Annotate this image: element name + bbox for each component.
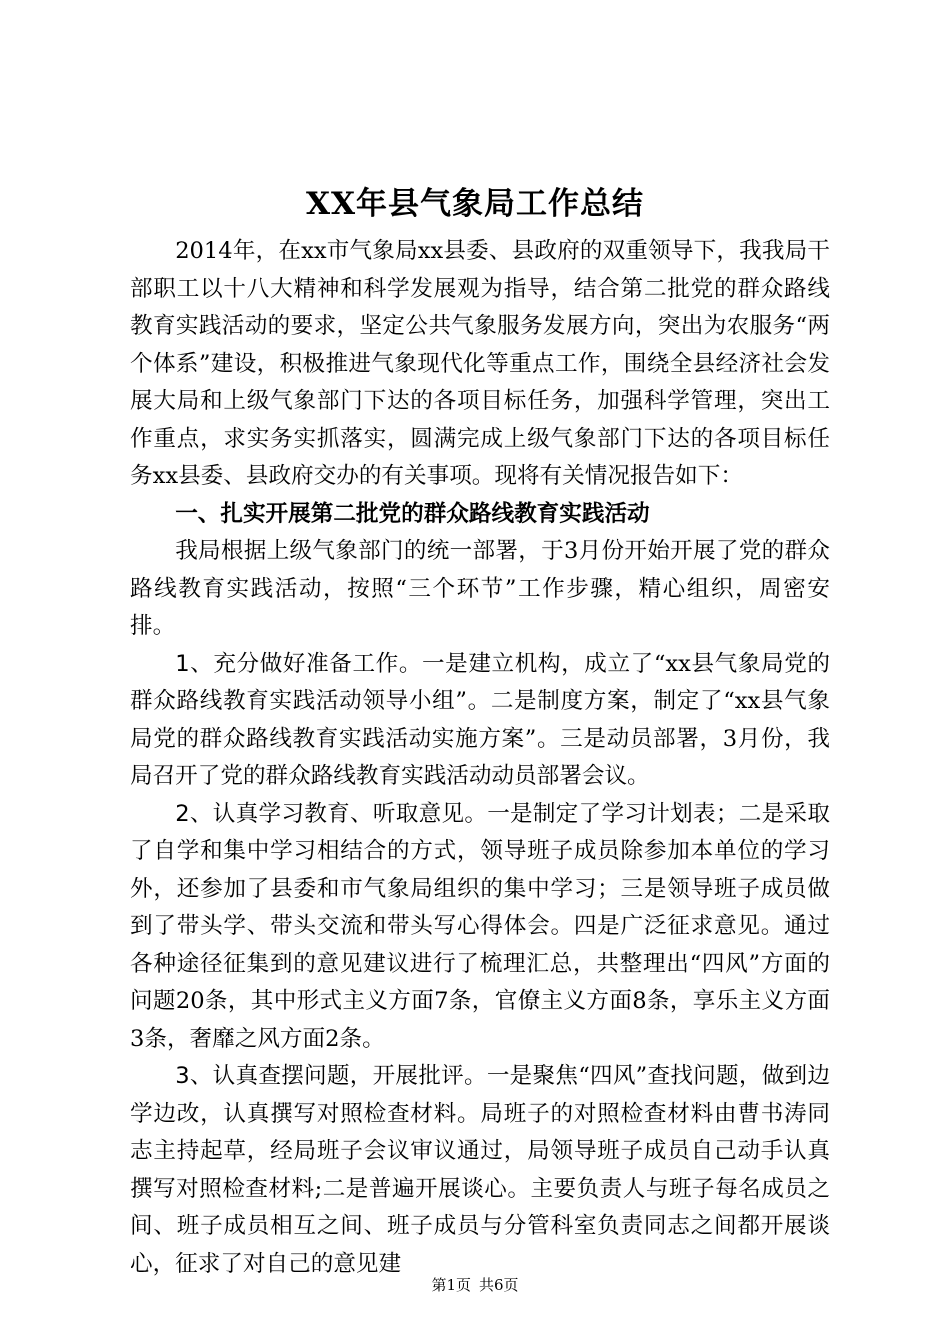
item-body-1: 一是建立机构，成立了“xx县气象局党的群众路线教育实践活动领导小组”。二是制度方案，制定了“xx县气象局党的群众路线教育实践活动实施方案”。三是动员部署，3月份，我局召开了党的群众路线教育实践活动动员部署会议。 <box>130 650 830 789</box>
item-body-2: 一是制定了学习计划表；二是采取了自学和集中学习相结合的方式，领导班子成员除参加本单位的学习外，还参加了县委和市气象局组织的集中学习；三是领导班子成员做到了带头学、带头交流和带头写心得体会。四是广泛征求意见。通过各种途径征集到的意见建议进行了梳理汇总，共整理出“四风”方面的问题20条，其中形式主义方面7条，官僚主义方面8条，享乐主义方面3条，奢靡之风方面2条。 <box>130 800 830 1052</box>
page-total: 共6页 <box>479 1276 519 1294</box>
document-body <box>130 233 830 1283</box>
item-paragraph-1 <box>130 646 830 796</box>
item-paragraph-3 <box>130 1058 830 1283</box>
page-footer <box>0 1275 950 1295</box>
intro-paragraph: 2014年，在xx市气象局xx县委、县政府的双重领导下，我我局干部职工以十八大精神和科学发展观为指导，结合第二批党的群众路线教育实践活动的要求，坚定公共气象服务发展方向，突出为农服务“两个体系”建设，积极推进气象现代化等重点工作，围绕全县经济社会发展大局和上级气象部门下达的各项目标任务，加强科学管理，突出工作重点，求实务实抓落实，圆满完成上级气象部门下达的各项目标任务xx县委、县政府交办的有关事项。现将有关情况报告如下： <box>130 238 830 489</box>
item-heading-1: 1、充分做好准备工作。 <box>175 650 422 677</box>
page-number: 第1页 <box>431 1276 471 1294</box>
section-heading: 一、扎实开展第二批党的群众路线教育实践活动 <box>175 500 650 527</box>
item-body-3: 一是聚焦“四风”查找问题，做到边学边改，认真撰写对照检查材料。局班子的对照检查材料由曹书涛同志主持起草，经局班子会议审议通过，局领导班子成员自己动手认真撰写对照检查材料;二是普遍开展谈心。主要负责人与班子每名成员之间、班子成员相互之间、班子成员与分管科室负责同志之间都开展谈心，征求了对自己的意见建 <box>130 1063 831 1277</box>
document-title: XX年县气象局工作总结 <box>305 186 645 222</box>
section-intro-paragraph: 我局根据上级气象部门的统一部署，于3月份开始开展了党的群众路线教育实践活动，按照“三个环节”工作步骤，精心组织，周密安排。 <box>130 538 830 639</box>
item-heading-3: 3、认真查摆问题，开展批评。 <box>175 1063 487 1089</box>
item-heading-2: 2、认真学习教育、听取意见。 <box>175 800 488 827</box>
item-paragraph-2 <box>130 796 830 1059</box>
